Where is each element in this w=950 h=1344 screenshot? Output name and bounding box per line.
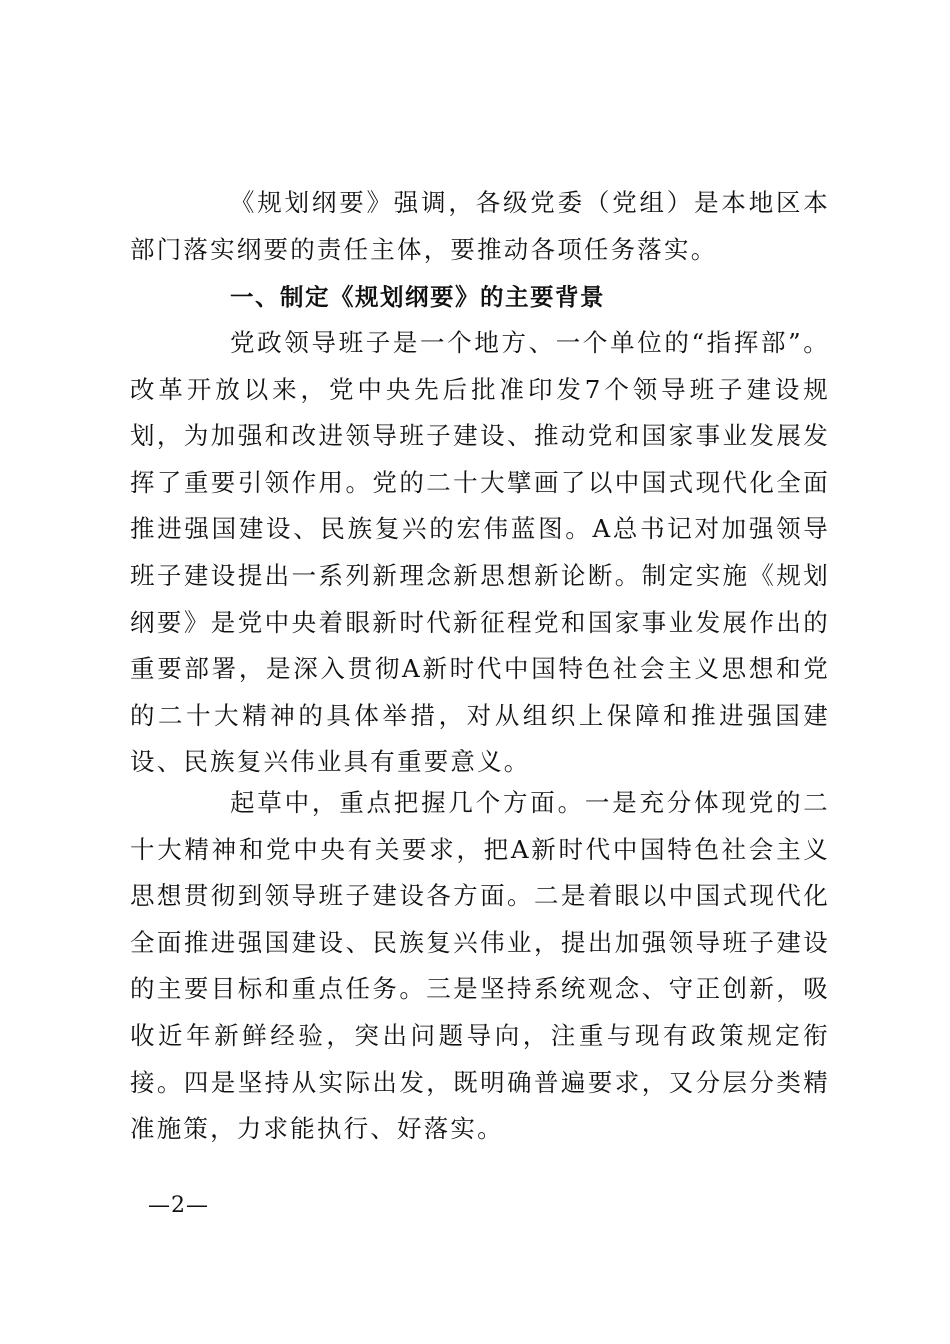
paragraph-3: 起草中，重点把握几个方面。一是充分体现党的二十大精神和党中央有关要求，把A新时代中国特色社会主义思想贯彻到领导班子建设各方面。二是着眼以中国式现代化全面推进强国建设、民族复兴伟业，提出加强领导班子建设的主要目标和重点任务。三是坚持系统观念、守正创新，吸收近年新鲜经验，突出问题导向，注重与现有政策规定衔接。四是坚持从实际出发，既明确普遍要求，又分层分类精准施策，力求能执行、好落实。	[130, 788, 830, 1144]
body-paragraph-block-3	[130, 780, 830, 1153]
paragraph-2: 党政领导班子是一个地方、一个单位的“指挥部”。改革开放以来，党中央先后批准印发7个领导班子建设规划，为加强和改进领导班子建设、推动党和国家事业发展发挥了重要引领作用。党的二十大擘画了以中国式现代化全面推进强国建设、民族复兴的宏伟蓝图。A总书记对加强领导班子建设提出一系列新理念新思想新论断。制定实施《规划纲要》是党中央着眼新时代新征程党和国家事业发展作出的重要部署，是深入贯彻A新时代中国特色社会主义思想和党的二十大精神的具体举措，对从组织上保障和推进强国建设、民族复兴伟业具有重要意义。	[130, 328, 830, 777]
paragraph-1: 《规划纲要》强调，各级党委（党组）是本地区本部门落实纲要的责任主体，要推动各项任务落实。	[130, 188, 830, 264]
section-heading-block	[130, 274, 830, 321]
page-number: —2—	[148, 1193, 209, 1218]
body-paragraph-block-2	[130, 320, 830, 786]
section-heading-1: 一、制定《规划纲要》的主要背景	[230, 283, 605, 311]
body-paragraph-block-1	[130, 180, 830, 273]
